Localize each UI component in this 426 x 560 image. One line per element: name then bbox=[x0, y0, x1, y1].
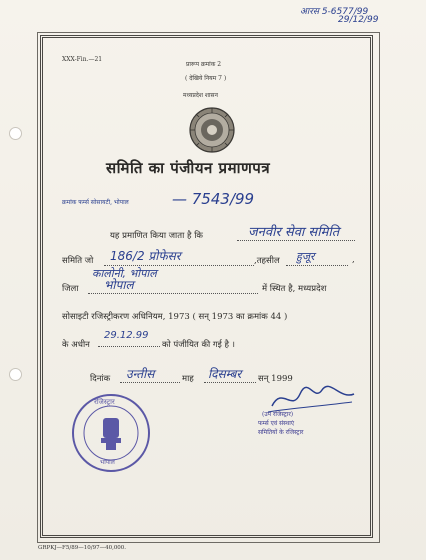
address-handwritten: 186/2 प्रोफेसर bbox=[110, 249, 181, 263]
district-line bbox=[88, 293, 258, 294]
society-name: जनवीर सेवा समिति bbox=[248, 225, 340, 240]
registered-text: को पंजीयित की गई है । bbox=[162, 340, 235, 350]
tehsil-comma: , bbox=[352, 255, 355, 265]
address-line-two: कालोनी, भोपाल bbox=[92, 267, 157, 280]
located-text: में स्थित है, मध्यप्रदेश bbox=[262, 284, 327, 294]
registrar-seal bbox=[70, 392, 152, 474]
seal-bottom-text: भोपाल bbox=[100, 459, 115, 466]
registration-date-line bbox=[98, 346, 160, 347]
rule-reference: ( देखिये नियम 7 ) bbox=[185, 75, 227, 82]
top-handwritten-note: आरस 5-6577/99 bbox=[300, 7, 369, 17]
tehsil-label: ,तहसील bbox=[254, 256, 280, 266]
district-label: जिला bbox=[62, 284, 79, 294]
signature-registrar: समितियों के रजिस्ट्रार bbox=[258, 429, 304, 436]
form-reference: XXX-Fin.—21 bbox=[62, 56, 103, 63]
date-day-line bbox=[120, 382, 180, 383]
month-label: माह bbox=[182, 374, 194, 384]
month-value: दिसम्बर bbox=[208, 367, 242, 381]
form-number: प्रारूप क्रमांक 2 bbox=[186, 61, 222, 68]
month-line bbox=[204, 382, 256, 383]
date-label: दिनांक bbox=[90, 374, 111, 384]
act-text: सोसाइटी रजिस्ट्रीकरण अधिनियम, 1973 ( सन् 1973 का क्रमांक 44 ) bbox=[62, 312, 288, 322]
society-name-line bbox=[237, 240, 355, 241]
tehsil-line bbox=[286, 265, 348, 266]
government-label: मध्यप्रदेश शासन bbox=[183, 92, 218, 99]
registration-number: — 7543/99 bbox=[172, 190, 255, 208]
signature-office: फर्म्स एवं संस्थाएं bbox=[258, 420, 295, 427]
signature-title: (उप रजिस्ट्रार) bbox=[262, 411, 294, 418]
date-day: उन्तीस bbox=[126, 367, 155, 381]
district-value: भोपाल bbox=[104, 278, 134, 292]
top-handwritten-date: 29/12/99 bbox=[338, 15, 379, 25]
society-prefix: समिति जो bbox=[62, 256, 94, 266]
certificate-title: समिति का पंजीयन प्रमाणपत्र bbox=[106, 159, 271, 177]
year-label: सन् 1999 bbox=[258, 374, 293, 384]
registration-label: क्रमांक फर्म्स सोसायटी, भोपाल bbox=[62, 199, 129, 206]
print-footer: GRPKJ—F5/89—10/97—40,000. bbox=[38, 545, 127, 551]
tehsil-value: हुजूर bbox=[296, 250, 315, 263]
state-emblem bbox=[188, 106, 236, 154]
punch-hole-top bbox=[9, 127, 22, 140]
punch-hole-bottom bbox=[9, 368, 22, 381]
certify-text: यह प्रमाणित किया जाता है कि bbox=[110, 231, 203, 241]
seal-top-text: रजिस्ट्रार bbox=[94, 398, 115, 406]
under-label: के अधीन bbox=[62, 340, 90, 350]
registration-date: 29.12.99 bbox=[104, 330, 149, 341]
